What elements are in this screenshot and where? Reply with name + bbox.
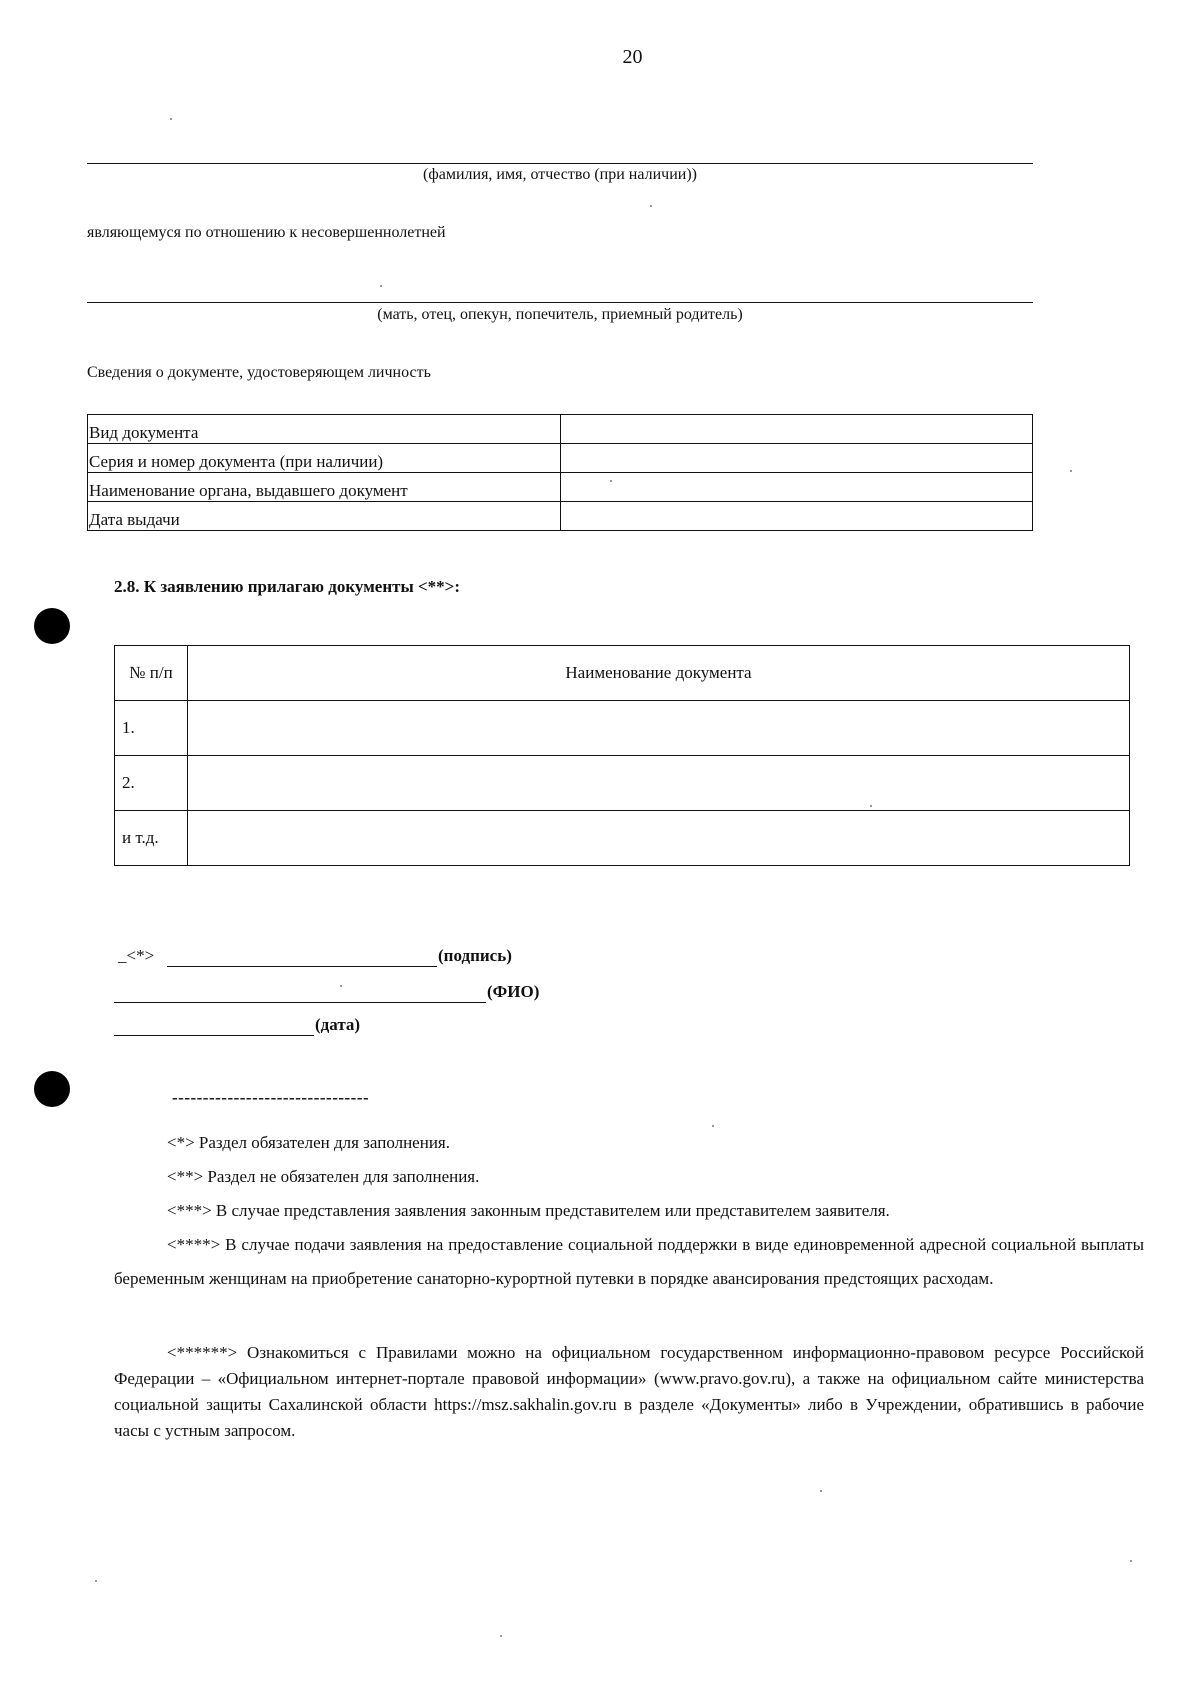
punch-hole: [34, 608, 70, 644]
footnote-4: <****> В случае подачи заявления на предоставление социальной поддержки в виде единовременной адресной социальной выплаты беременным женщинам на приобретение санаторно-курортной путевки в порядке авансирования предстоящих расходам.: [114, 1235, 1144, 1288]
id-row-value[interactable]: [561, 473, 1033, 502]
row-doc-name[interactable]: [188, 701, 1130, 756]
scan-speck: [650, 205, 652, 207]
scan-speck: [712, 1125, 714, 1127]
table-header-row: [115, 646, 1130, 701]
fio-sign-input-line[interactable]: [114, 1002, 486, 1003]
footnote-3: <***> В случае представления заявления законным представителем или представителем заявителя.: [167, 1201, 890, 1220]
id-row-label: Дата выдачи: [88, 502, 561, 531]
row-num: 2.: [115, 756, 188, 811]
scan-speck: [610, 480, 612, 482]
page-number: 20: [622, 46, 643, 68]
id-document-table: [87, 414, 1033, 531]
footnote-5: <******> Ознакомиться с Правилами можно на официальном государственном информационно-правовом ресурсе Российской Федерации – «Официальном интернет-портале правовой информации» (www.pravo.gov.ru), а также на официальном сайте министерства социальной защиты Сахалинской области https://msz.sakhalin.gov.ru в разделе «Документы» либо в Учреждении, обратившись в рабочие часы с устным запросом.: [114, 1343, 1144, 1440]
id-row-value[interactable]: [561, 502, 1033, 531]
id-row-label: Вид документа: [88, 415, 561, 444]
date-label: (дата): [315, 1015, 361, 1034]
punch-hole: [34, 1071, 70, 1107]
fio-caption: (фамилия, имя, отчество (при наличии)): [423, 166, 697, 183]
id-row-value[interactable]: [561, 444, 1033, 473]
footnotes: [114, 1126, 1144, 1296]
row-num: и т.д.: [115, 811, 188, 866]
relation-input-line[interactable]: [87, 302, 1033, 303]
table-row: [115, 811, 1130, 866]
table-row: [88, 444, 1033, 473]
id-row-value[interactable]: [561, 415, 1033, 444]
scan-speck: [170, 118, 172, 120]
id-row-label: Наименование органа, выдавшего документ: [88, 473, 561, 502]
scan-speck: [820, 1490, 822, 1492]
signature-input-line[interactable]: [167, 966, 437, 967]
row-doc-name[interactable]: [188, 756, 1130, 811]
id-doc-heading: Сведения о документе, удостоверяющем личность: [87, 364, 431, 381]
scan-speck: [380, 285, 382, 287]
attached-documents-table: [114, 645, 1130, 866]
table-row: [115, 701, 1130, 756]
scan-speck: [870, 805, 872, 807]
table-row: [115, 756, 1130, 811]
section-2-8-title: 2.8. К заявлению прилагаю документы <**>:: [114, 577, 461, 596]
fio-sign-label: (ФИО): [487, 982, 540, 1001]
id-row-label: Серия и номер документа (при наличии): [88, 444, 561, 473]
col-header-num: № п/п: [115, 646, 188, 701]
table-row: [88, 502, 1033, 531]
relation-intro: являющемуся по отношению к несовершеннолетней: [87, 224, 446, 241]
scan-speck: [500, 1635, 502, 1637]
signature-label: (подпись): [438, 946, 512, 965]
scan-speck: [340, 985, 342, 987]
footnote-2: <**> Раздел не обязателен для заполнения.: [167, 1167, 480, 1186]
relation-caption: (мать, отец, опекун, попечитель, приемный родитель): [377, 306, 743, 323]
scan-speck: [1130, 1560, 1132, 1562]
footnote-1: <*> Раздел обязателен для заполнения.: [167, 1133, 450, 1152]
scan-speck: [1070, 470, 1072, 472]
row-num: 1.: [115, 701, 188, 756]
signature-mark: _<*>: [118, 946, 155, 965]
row-doc-name[interactable]: [188, 811, 1130, 866]
footnote-separator: --------------------------------: [172, 1088, 370, 1107]
table-row: [88, 473, 1033, 502]
col-header-name: Наименование документа: [188, 646, 1130, 701]
fio-input-line[interactable]: [87, 163, 1033, 164]
table-row: [88, 415, 1033, 444]
scan-speck: [95, 1580, 97, 1582]
date-input-line[interactable]: [114, 1035, 314, 1036]
